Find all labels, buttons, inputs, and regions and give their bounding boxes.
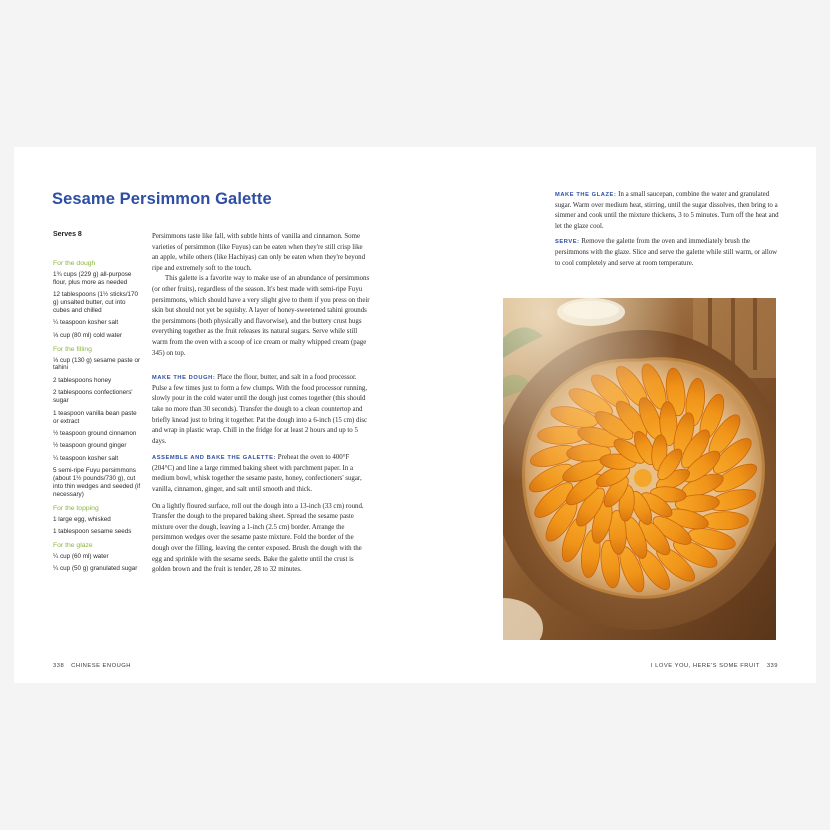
ingredient-item: 1¾ cups (229 g) all-purpose flour, plus more as needed (53, 270, 132, 286)
ingredient-group (53, 505, 141, 536)
ingredient-group (53, 260, 141, 340)
ingredient-item: ¼ teaspoon kosher salt (53, 319, 119, 327)
recipe-body-continued (555, 190, 780, 274)
step-text: Preheat the oven to 400°F (204°C) and line a large rimmed baking sheet with parchment paper. In a medium bowl, whisk together the sesame paste, honey, confectioners' sugar, vanilla, cinnamon, ginger, and salt until smooth and thick. (152, 454, 362, 494)
page-number: 339 (766, 663, 778, 669)
step-assemble-continued: On a lightly floured surface, roll out the dough into a 13-inch (33 cm) round. Transfer the dough to the prepared baking sheet. Spread the sesame paste mixture over the dough, leaving a 1-inch (2.5 cm) border. Arrange the persimmon wedges over the sesame paste mixture. Fold the border of the dough over the filling, leaving the center exposed. Brush the dough with the egg and sprinkle with the sesame seeds. Bake the galette until the crust is golden brown and the fruit is tender, 28 to 32 minutes. (152, 502, 364, 574)
book-section: CHINESE ENOUGH (71, 663, 131, 669)
step-label: MAKE THE GLAZE: (555, 192, 617, 198)
left-page (14, 147, 415, 683)
step-label: ASSEMBLE AND BAKE THE GALETTE: (152, 455, 276, 462)
ingredient-item: 5 semi-ripe Fuyu persimmons (about 1½ pounds/730 g), cut into thin wedges and seeded (if necessary) (53, 467, 141, 498)
galette-photo-illustration (503, 298, 776, 640)
ingredient-item: ½ teaspoon ground cinnamon (53, 429, 137, 437)
step-text: Place the flour, butter, and salt in a food processor. Pulse a few times just to form a few clumps. With the food processor running, slowly pour in the cold water until the dough just comes together (this should take no more than 30 seconds). Transfer the dough to a clean countertop and briefly knead just to bring it together. Pat the dough into a 6-inch (15 cm) disc and wrap in plastic wrap. Chill in the fridge for at least 2 hours and up to 5 days. (152, 374, 368, 445)
step-make-glaze (555, 190, 780, 232)
ingredient-item: ½ teaspoon ground ginger (53, 442, 127, 450)
step-make-dough (152, 373, 370, 447)
ingredient-item: 2 tablespoons honey (53, 376, 112, 384)
ingredient-item: ⅓ cup (130 g) sesame paste or tahini (53, 356, 141, 372)
right-page (415, 147, 816, 683)
ingredient-item: 1 teaspoon vanilla bean paste or extract (53, 409, 137, 425)
footer-right (651, 663, 778, 669)
recipe-body (152, 232, 370, 576)
ingredient-groups (53, 260, 141, 573)
ingredient-group-title: For the filling (53, 345, 92, 353)
book-section: I LOVE YOU, HERE'S SOME FRUIT (650, 663, 760, 669)
ingredient-group (53, 542, 141, 573)
intro-paragraph: This galette is a favorite way to make use of an abundance of persimmons (or other fruits), regardless of the season. It's best made with semi-ripe Fuyu persimmons, which should have a very slight give to them if you press on their skin but should not yet be squishy. A layer of honey-sweetened tahini grounds the persimmons (both physically and flavorwise), and the buttery crust hugs everything together as the fruit releases its natural sugars. Serve while still warm from the oven with a scoop of ice cream or malty whipped cream (page 345) on top. (152, 275, 370, 357)
ingredient-item: ¼ cup (50 g) granulated sugar (53, 565, 138, 573)
step-text: Remove the galette from the oven and immediately brush the persimmons with the glaze. Slice and serve the galette while still warm, or allow to cool completely and serve at room temperature. (555, 238, 778, 267)
ingredient-list (53, 231, 141, 579)
step-label: MAKE THE DOUGH: (152, 375, 216, 382)
step-label: SERVE: (555, 239, 580, 246)
ingredient-group-title: For the dough (53, 259, 96, 267)
ingredient-item: ⅓ cup (80 ml) cold water (53, 331, 122, 339)
ingredient-item: 1 tablespoon sesame seeds (53, 528, 132, 536)
footer-left (53, 663, 131, 669)
intro-paragraph: Persimmons taste like fall, with subtle hints of vanilla and cinnamon. Some varieties of persimmon (like Fuyus) can be eaten when they're still crisp like an apple, while others (like Hachiyas) can only be eaten when they're beyond ripe and extremely soft to the touch. (152, 233, 366, 272)
serves: Serves 8 (53, 231, 82, 238)
step-assemble (152, 453, 370, 495)
ingredient-item: 1 large egg, whisked (53, 515, 111, 523)
ingredient-item: 2 tablespoons confectioners' sugar (53, 389, 133, 405)
ingredient-group-title: For the topping (53, 504, 99, 512)
step-text: In a small saucepan, combine the water and granulated sugar. Warm over medium heat, stirring, until the sugar dissolves, then bring to a simmer and cook until the mixture thickens, 3 to 5 minutes. Turn off the heat and let the glaze cool. (555, 191, 779, 230)
ingredient-group (53, 346, 141, 499)
ingredient-item: 12 tablespoons (1½ sticks/170 g) unsalted butter, cut into cubes and chilled (53, 291, 139, 314)
ingredient-group-title: For the glaze (53, 541, 93, 549)
recipe-title: Sesame Persimmon Galette (52, 190, 272, 208)
step-serve (555, 237, 780, 269)
book-spread (14, 147, 816, 683)
ingredient-item: ¼ teaspoon kosher salt (53, 454, 119, 462)
page-number: 338 (53, 663, 65, 669)
ingredient-item: ¼ cup (60 ml) water (53, 552, 109, 560)
galette-photo (503, 298, 776, 640)
